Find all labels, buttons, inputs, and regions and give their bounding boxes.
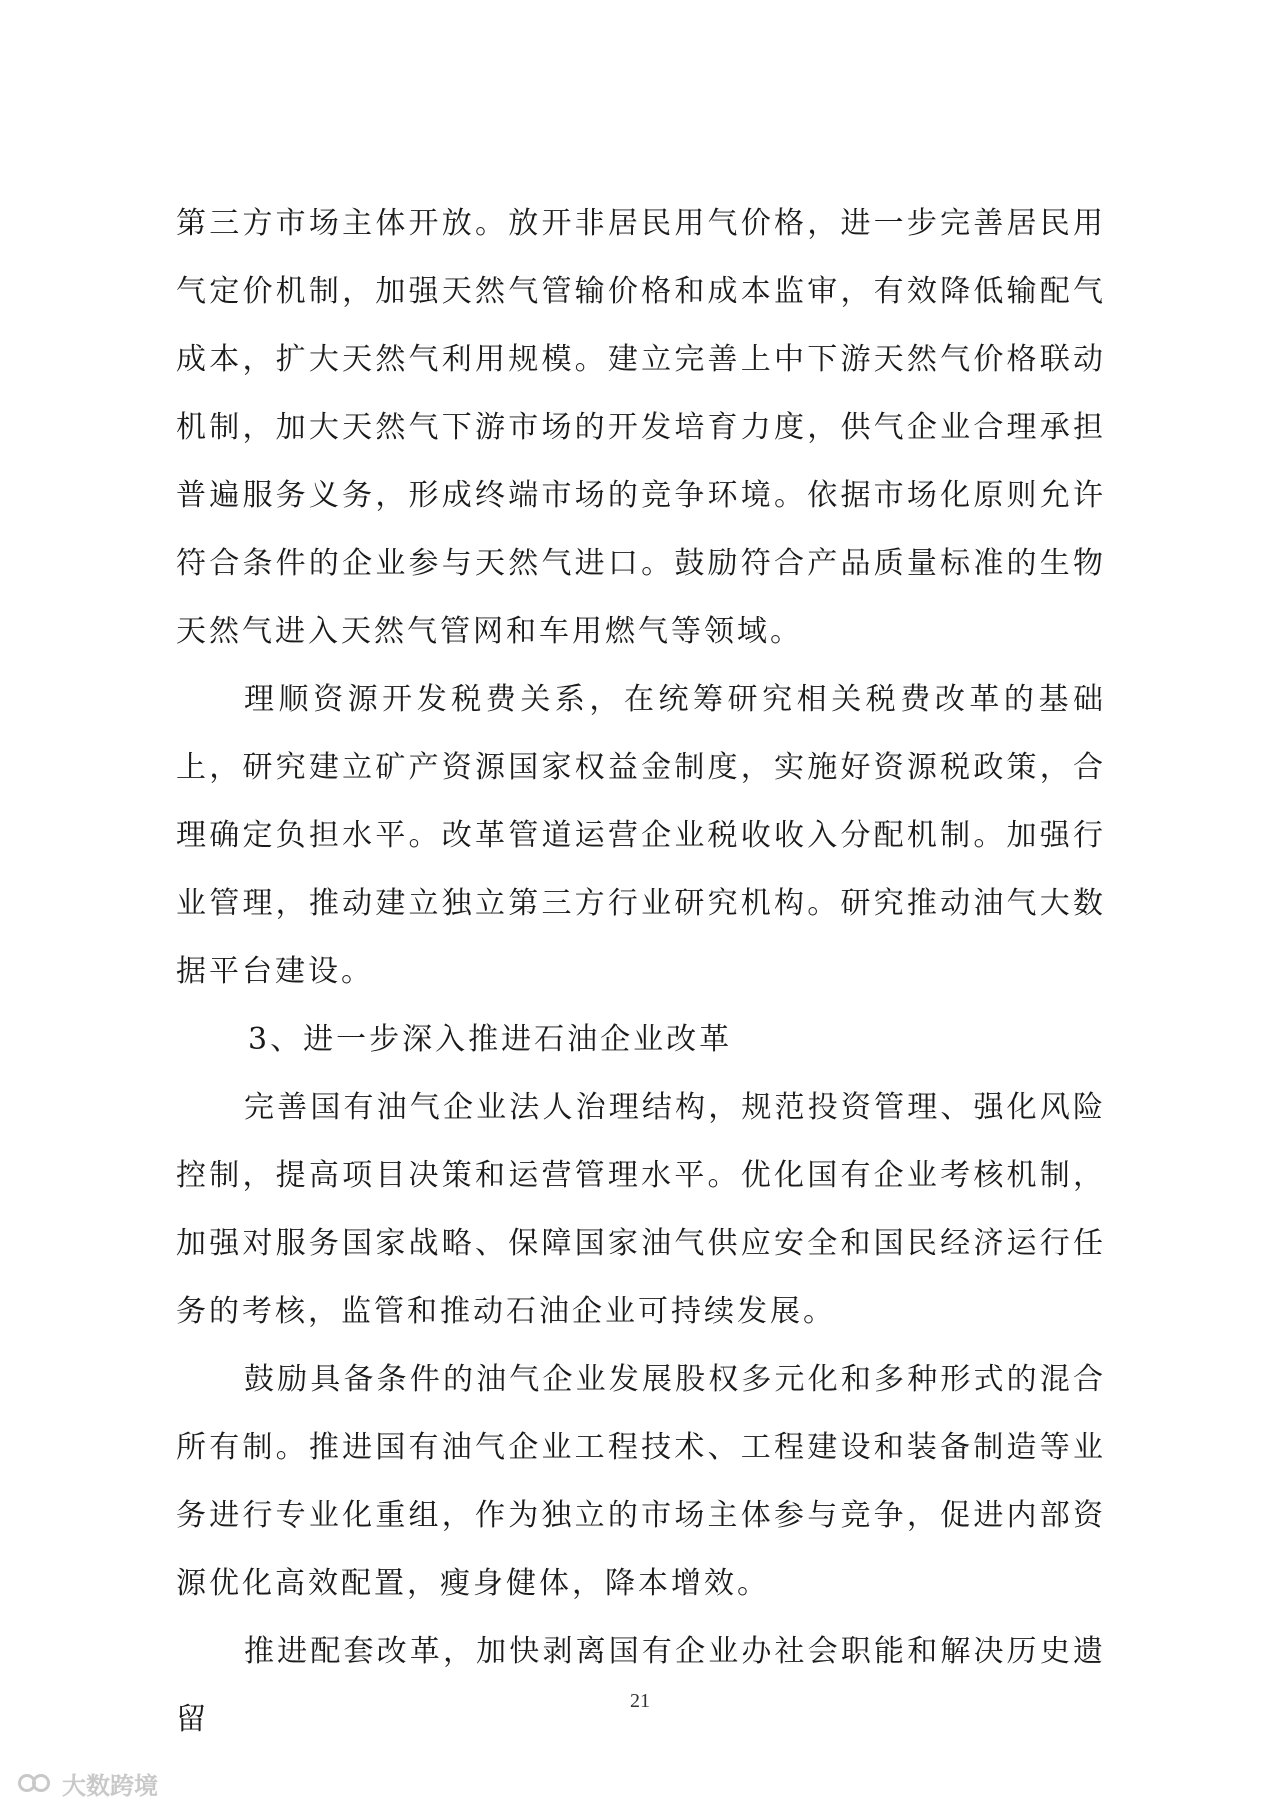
document-body: [176, 190, 1106, 1754]
dual-circle-logo-icon: [18, 1771, 56, 1797]
paragraph-market-opening: 第三方市场主体开放。放开非居民用气价格，进一步完善居民用气定价机制，加强天然气管输价格和成本监审，有效降低输配气成本，扩大天然气利用规模。建立完善上中下游天然气价格联动机制，加大天然气下游市场的开发培育力度，供气企业合理承担普遍服务义务，形成终端市场的竞争环境。依据市场化原则允许符合条件的企业参与天然气进口。鼓励符合产品质量标准的生物天然气进入天然气管网和车用燃气等领域。: [176, 206, 1106, 649]
page-number: 21: [630, 1690, 650, 1712]
paragraph-tax-reform: 理顺资源开发税费关系，在统筹研究相关税费改革的基础上，研究建立矿产资源国家权益金制度，实施好资源税政策，合理确定负担水平。改革管道运营企业税收收入分配机制。加强行业管理，推动建立独立第三方行业研究机构。研究推动油气大数据平台建设。: [176, 682, 1106, 989]
paragraph-supporting-reform: 推进配套改革，加快剥离国有企业办社会职能和解决历史遗留: [176, 1634, 1106, 1737]
watermark: [18, 1766, 158, 1801]
section-heading: 3、进一步深入推进石油企业改革: [248, 1022, 733, 1057]
paragraph-governance: 完善国有油气企业法人治理结构，规范投资管理、强化风险控制，提高项目决策和运营管理水平。优化国有企业考核机制，加强对服务国家战略、保障国家油气供应安全和国民经济运行任务的考核，监管和推动石油企业可持续发展。: [176, 1090, 1106, 1329]
watermark-text: 大数跨境: [62, 1772, 158, 1800]
paragraph-mixed-ownership: 鼓励具备条件的油气企业发展股权多元化和多种形式的混合所有制。推进国有油气企业工程技术、工程建设和装备制造等业务进行专业化重组，作为独立的市场主体参与竞争，促进内部资源优化高效配置，瘦身健体，降本增效。: [176, 1362, 1106, 1601]
